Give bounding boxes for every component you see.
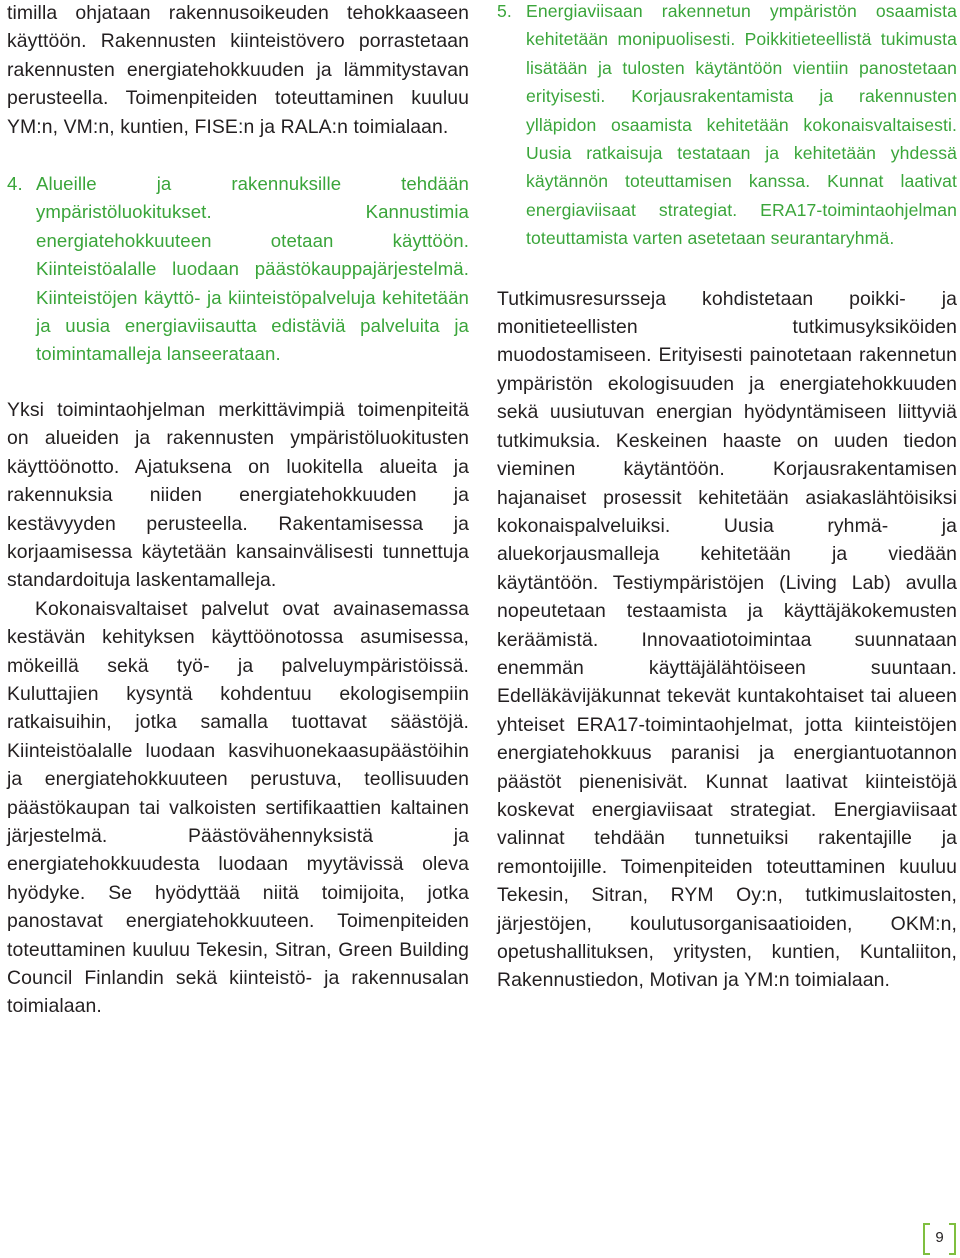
list-text-4: Alueille ja rakennuksille tehdään ympäristöluokitukset. Kannustimia energiatehokkuuteen otetaan käyttöön. Kiinteistöalalle luodaan päästökauppajärjestelmä. Kiinteistöjen käyttö- ja kiinteistöpalveluja kehitetään ja uusia energiaviisautta edistäviä palveluita ja toimintamalleja lanseerataan. (36, 173, 469, 365)
list-item-5 (497, 0, 957, 253)
right-column (497, 0, 957, 995)
body-paragraph-2: Kokonaisvaltaiset palvelut ovat avainasemassa kestävän kehityksen käyttöönotossa asumisessa, mökeillä sekä työ- ja palveluympäristöissä. Kuluttajien kysyntä kohdentuu ekologisempiin ratkaisuihin, jotka samalla tuottavat säästöjä. Kiinteistöalalle luodaan kasvihuonekaasupäästöihin ja energiatehokkuuteen perustuva, teollisuuden päästökaupan tai valkoisten sertifikaattien kaltainen järjestelmä. Päästövähennyksistä ja energiatehokkuudesta luodaan myytävissä oleva hyödyke. Se hyödyttää niitä toimijoita, jotka panostavat energiatehokkuuteen. Toimenpiteiden toteuttaminen kuuluu Tekesin, Sitran, Green Building Council Finlandin sekä kiinteistö- ja rakennusalan toimialaan. (7, 597, 469, 1018)
body-paragraph-3: Tutkimusresursseja kohdistetaan poikki- ja monitieteellisten tutkimusyksiköiden muodostamiseen. Erityisesti painotetaan rakennetun ympäristön ekologisuuden ja energiatehokkuuden sekä uusiutuvan energian hyödyntämiseen liittyviä tutkimuksia. Keskeinen haaste on uuden tiedon vieminen käytäntöön. Korjausrakentamisen hajanaiset prosessit kehitetään asiakaslähtöisiksi kokonaispalveluiksi. Uusia ryhmä- ja aluekorjausmalleja kehitetään ja viedään käytäntöön. Testiympäristöjen (Living Lab) avulla nopeutetaan testaamista ja käyttäjäkokemusten keräämistä. Innovaatiotoimintaa suunnataan enemmän käyttäjälähtöiseen suuntaan. Edelläkävijäkunnat tekevät kuntakohtaiset tai alueen yhteiset ERA17-toimintaohjelmat, jotta kiinteistöjen energiatehokkuus paranisi ja energiantuotannon päästöt pienenisivät. Kunnat laativat kiinteistöjä koskevat energiaviisaat strategiat. Energiaviisaat valinnat tehdään tunnetuiksi rakentajille ja remontoijille. Toimenpiteiden toteuttaminen kuuluu Tekesin, Sitran, RYM Oy:n, tutkimuslaitosten, järjestöjen, koulutusorganisaatioiden, OKM:n, opetushallituksen, yritysten, kuntien, Kuntaliiton, Rakennustiedon, Motivan ja YM:n toimialaan. (497, 287, 957, 992)
left-column (7, 0, 469, 1021)
body-paragraph-1: Yksi toimintaohjelman merkittävimpiä toimenpiteitä on alueiden ja rakennusten ympäristöluokitusten käyttöönotto. Ajatuksena on luokitella alueita ja rakennuksia niiden energiatehokkuuden ja kestävyyden perusteella. Rakentamisessa ja korjaamisessa käytetään kansainvälisesti tunnettuja standardoituja laskentamalleja. (7, 398, 469, 592)
list-number-5: 5. (497, 1, 512, 21)
list-number-4: 4. (7, 173, 23, 195)
list-text-5: Energiaviisaan rakennetun ympäristön osaamista kehitetään monipuolisesti. Poikkitieteellistä tukimusta lisätään ja tulosten käytäntöön vientiin panostetaan erityisesti. Korjausrakentamista ja rakennusten ylläpidon osaamista kehitetään kokonaisvaltaisesti. Uusia ratkaisuja testataan ja kehitetään yhdessä käytännön toteuttamisen kanssa. Kunnat laativat energiaviisaat strategiat. ERA17-toimintaohjelman toteuttamista varten asetetaan seurantaryhmä. (526, 1, 957, 249)
page-number: 9 (923, 1223, 956, 1253)
list-item-4 (7, 170, 469, 369)
intro-paragraph: timilla ohjataan rakennusoikeuden tehokkaaseen käyttöön. Rakennusten kiinteistövero porrastetaan rakennusten energiatehokkuuden ja lämmitystavan perusteella. Toimenpiteiden toteuttaminen kuuluu YM:n, VM:n, kuntien, FISE:n ja RALA:n toimialaan. (7, 2, 469, 138)
